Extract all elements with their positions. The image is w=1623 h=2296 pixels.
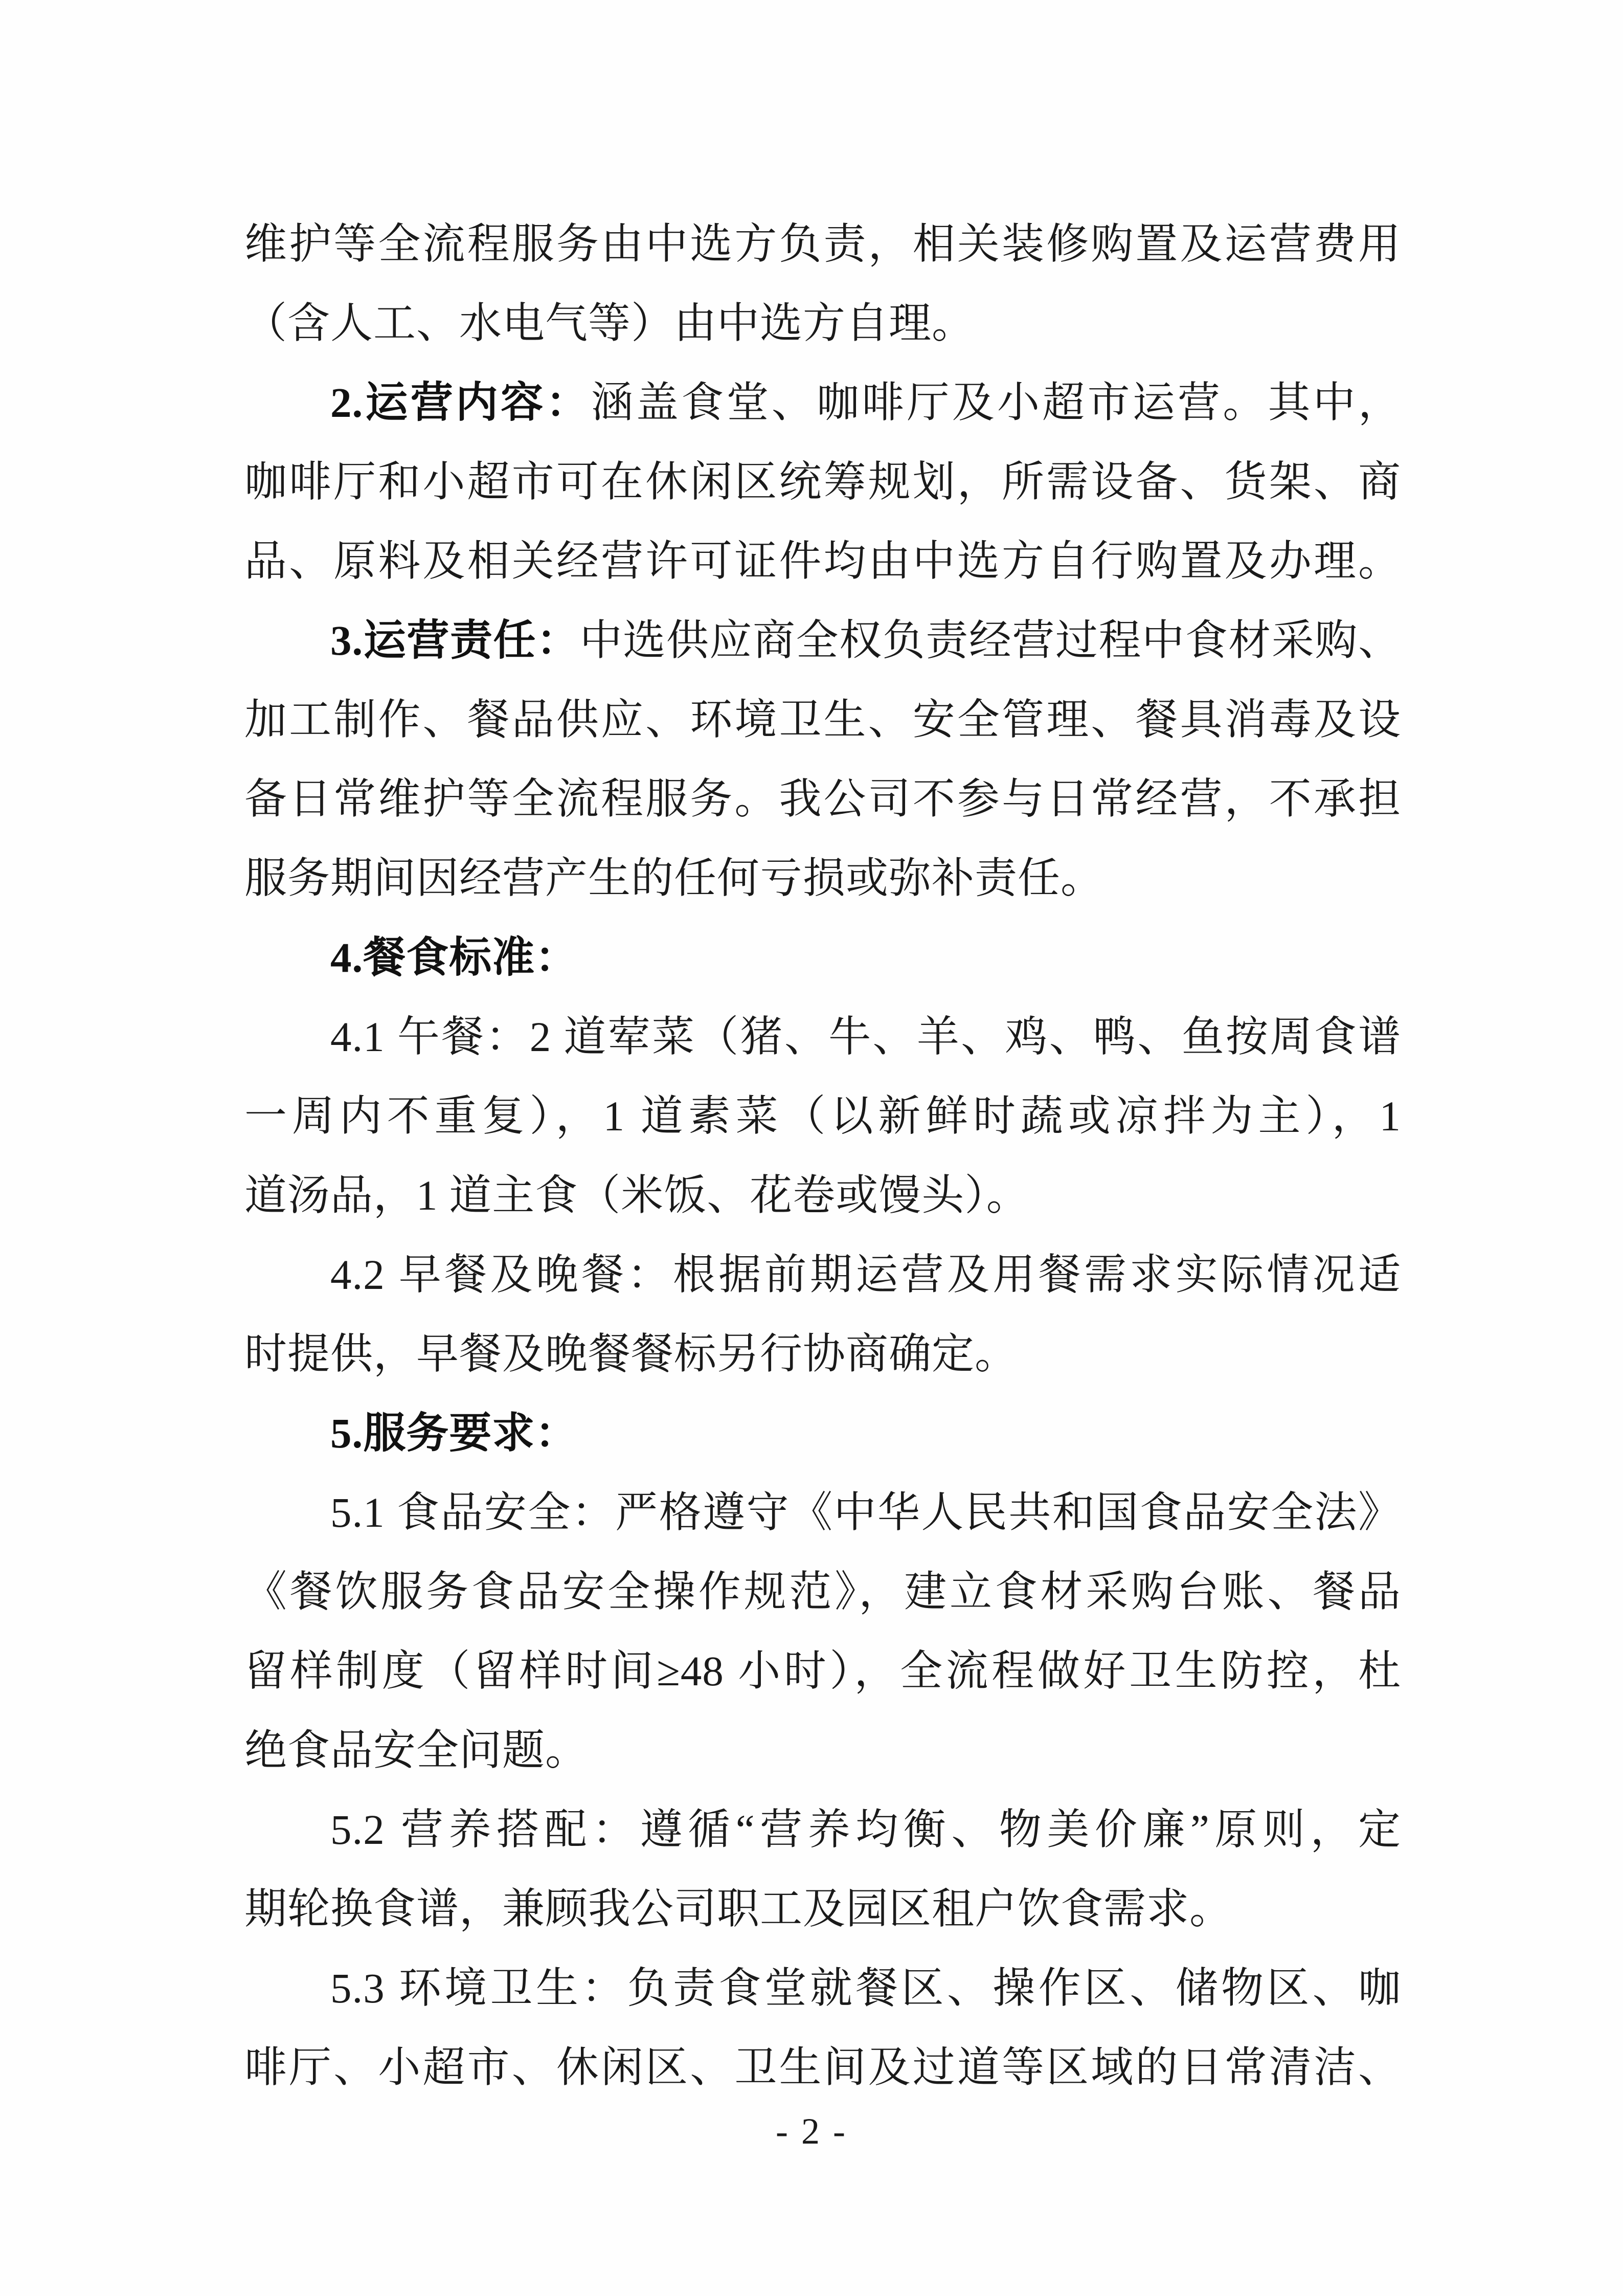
line-text: 4.2 早餐及晚餐：根据前期运营及用餐需求实际情况适 [330,1251,1401,1298]
text-line [244,205,1401,284]
text-line [244,1711,1401,1790]
line-text: 5.1 食品安全：严格遵守《中华人民共和国食品安全法》 [330,1489,1401,1536]
text-line [244,2028,1401,2107]
section-heading: 3.运营责任： [330,617,580,664]
line-text: 期轮换食谱，兼顾我公司职工及园区租户饮食需求。 [244,1885,1232,1932]
line-text: 绝食品安全问题。 [244,1727,588,1774]
section-heading: 2.运营内容： [330,379,591,426]
line-text: 时提供，早餐及晚餐餐标另行协商确定。 [244,1330,1018,1377]
text-line [244,1632,1401,1711]
text-line [244,760,1401,839]
section-heading: 5.服务要求： [330,1410,578,1457]
text-line [244,918,1401,997]
text-line [244,284,1401,363]
page-number: - 2 - [776,2111,847,2152]
section-heading: 4.餐食标准： [330,934,578,981]
line-text: 啡厅、小超市、休闲区、卫生间及过道等区域的日常清洁、 [244,2044,1401,2091]
line-text: （含人工、水电气等）由中选方自理。 [244,300,975,347]
text-line [244,522,1401,601]
line-text: 维护等全流程服务由中选方负责，相关装修购置及运营费用 [244,220,1401,268]
line-text: 《餐饮服务食品安全操作规范》，建立食材采购台账、餐品 [244,1568,1401,1615]
text-line [244,1790,1401,1869]
text-line [244,1077,1401,1156]
line-text: 5.3 环境卫生：负责食堂就餐区、操作区、储物区、咖 [330,1965,1401,2012]
text-line [244,680,1401,760]
line-text: 咖啡厅和小超市可在休闲区统筹规划，所需设备、货架、商 [244,458,1401,505]
text-line [244,1235,1401,1314]
text-line [244,601,1401,680]
text-line [244,997,1401,1077]
text-line [244,1314,1401,1394]
line-text: 加工制作、餐品供应、环境卫生、安全管理、餐具消毒及设 [244,696,1401,743]
line-text: 备日常维护等全流程服务。我公司不参与日常经营，不承担 [244,775,1401,822]
document-body [244,205,1401,2107]
line-text: 4.1 午餐：2 道荤菜（猪、牛、羊、鸡、鸭、鱼按周食谱 [330,1013,1401,1060]
text-line [244,1156,1401,1235]
line-text: 品、原料及相关经营许可证件均由中选方自行购置及办理。 [244,538,1401,585]
text-line [244,442,1401,522]
line-text: 中选供应商全权负责经营过程中食材采购、 [579,617,1401,664]
text-line [244,1394,1401,1473]
line-text: 5.2 营养搭配：遵循“营养均衡、物美价廉”原则，定 [330,1806,1401,1853]
text-line [244,1949,1401,2028]
text-line [244,839,1401,918]
text-line [244,1552,1401,1632]
line-text: 服务期间因经营产生的任何亏损或弥补责任。 [244,855,1103,902]
line-text: 一周内不重复），1 道素菜（以新鲜时蔬或凉拌为主），1 [244,1093,1401,1140]
text-line [244,363,1401,442]
line-text: 道汤品，1 道主食（米饭、花卷或馒头）。 [244,1172,1029,1219]
line-text: 留样制度（留样时间≥48 小时），全流程做好卫生防控，杜 [244,1647,1401,1695]
text-line [244,1869,1401,1949]
line-text: 涵盖食堂、咖啡厅及小超市运营。其中， [591,379,1401,426]
text-line [244,1473,1401,1552]
